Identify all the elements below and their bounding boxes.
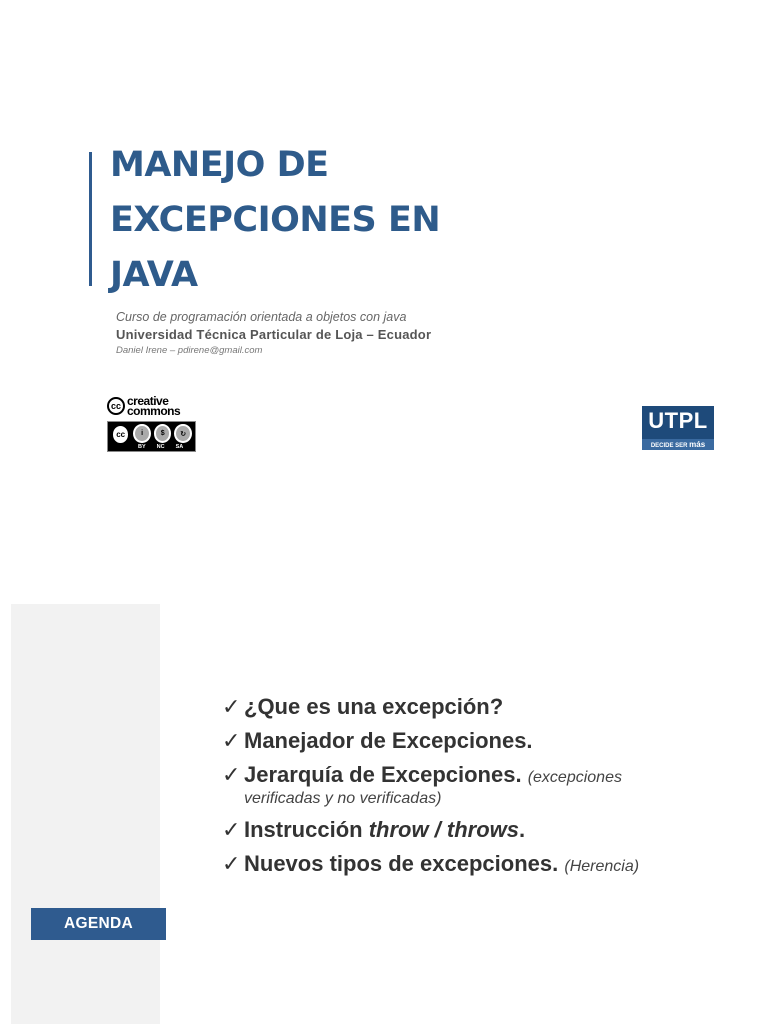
list-item bbox=[222, 690, 742, 724]
title-line: MANEJO DE bbox=[110, 145, 329, 185]
list-item bbox=[222, 847, 742, 884]
cc-license-badge bbox=[107, 421, 196, 452]
agenda-sidebar bbox=[11, 604, 160, 1024]
checkmark-icon: ✓ bbox=[222, 817, 241, 842]
item-note-continued: verificadas y no verificadas) bbox=[244, 790, 442, 807]
utpl-logo bbox=[642, 406, 714, 450]
utpl-wordmark: UTPL bbox=[648, 408, 708, 433]
badge-label: BY bbox=[138, 444, 146, 450]
checkmark-icon: ✓ bbox=[222, 851, 241, 876]
sharealike-icon: ↻ bbox=[174, 424, 192, 443]
list-item bbox=[222, 758, 742, 809]
utpl-slogan bbox=[642, 439, 714, 450]
title-line: JAVA bbox=[110, 255, 198, 295]
list-item bbox=[222, 813, 742, 847]
cc-icon: cc bbox=[107, 397, 125, 415]
title-accent-bar bbox=[89, 152, 92, 286]
item-text-end: . bbox=[519, 817, 526, 842]
item-text: Instrucción bbox=[244, 817, 369, 842]
item-text: Nuevos tipos de excepciones. bbox=[244, 851, 559, 876]
item-note: (excepciones bbox=[527, 769, 622, 786]
author-contact: Daniel Irene – pdirene@gmail.com bbox=[116, 345, 263, 356]
item-text: ¿Que es una excepción? bbox=[244, 694, 504, 719]
slogan-bold: más bbox=[689, 440, 706, 449]
creative-commons-logo bbox=[107, 394, 199, 454]
item-text-emphasis: throw / throws bbox=[368, 817, 520, 842]
item-text: Jerarquía de Excepciones. bbox=[244, 762, 522, 787]
checkmark-icon: ✓ bbox=[222, 728, 241, 753]
agenda-label: AGENDA bbox=[31, 908, 166, 940]
item-note: (Herencia) bbox=[564, 858, 640, 875]
university-name: Universidad Técnica Particular de Loja – Ecuador bbox=[116, 327, 432, 342]
slogan-prefix: DECIDE SER bbox=[650, 443, 688, 449]
course-subtitle: Curso de programación orientada a objetos con java bbox=[116, 310, 407, 324]
title-line: EXCEPCIONES EN bbox=[110, 200, 441, 240]
page-title bbox=[110, 138, 440, 303]
agenda-list bbox=[222, 690, 742, 884]
item-text: Manejador de Excepciones. bbox=[244, 728, 533, 753]
checkmark-icon: ✓ bbox=[222, 762, 241, 787]
cc-license-icon: cc bbox=[111, 424, 130, 445]
agenda-slide bbox=[0, 590, 768, 1024]
list-item bbox=[222, 724, 742, 758]
cc-word: creative bbox=[127, 394, 169, 408]
cc-word: commons bbox=[127, 404, 181, 418]
checkmark-icon: ✓ bbox=[222, 694, 241, 719]
badge-label: SA bbox=[175, 444, 184, 450]
noncommercial-icon: $ bbox=[154, 424, 172, 443]
attribution-icon: i bbox=[133, 424, 151, 443]
badge-label: NC bbox=[156, 444, 165, 450]
